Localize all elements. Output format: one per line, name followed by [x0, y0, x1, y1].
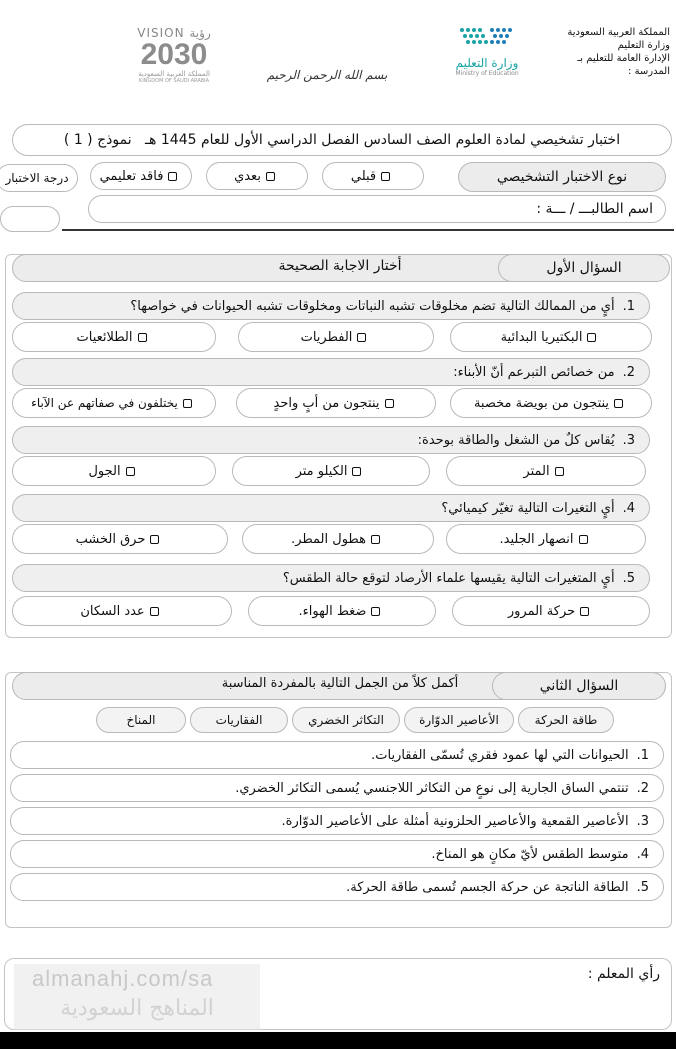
option-label: الفطريات: [300, 329, 353, 345]
option-label: البكتيريا البدائية: [500, 329, 583, 345]
exam-type-pre[interactable]: [322, 162, 424, 190]
checkbox-icon[interactable]: [266, 172, 275, 181]
watermark: [14, 964, 260, 1030]
question-number: 3.: [622, 432, 635, 448]
question-text: أيٍ من الممالك التالية تضم مخلوقات تشبه النباتات ومخلوقات تشبه الحيوانات في خواصها؟: [130, 298, 615, 314]
option-label: حركة المرور: [507, 603, 576, 619]
sentence-text: الأعاصير القمعية والأعاصير الحلزونية أمثلة على الأعاصير الدوّارة.: [281, 813, 629, 829]
checkbox-icon[interactable]: [357, 333, 366, 342]
word-bank-item[interactable]: [96, 707, 186, 733]
watermark-arabic: المناهج السعودية: [60, 996, 214, 1021]
checkbox-icon[interactable]: [168, 172, 177, 181]
question-number: 4.: [622, 500, 635, 516]
checkbox-icon[interactable]: [371, 535, 380, 544]
vision-text: VISION رؤية: [137, 26, 211, 40]
ministry-logo: [432, 24, 542, 88]
vision-country-en: KINGDOM OF SAUDI ARABIA: [138, 78, 210, 84]
checkbox-icon[interactable]: [385, 399, 394, 408]
option-label: حرق الخشب: [75, 531, 146, 547]
exam-title-box: [12, 124, 672, 156]
checkbox-icon[interactable]: [614, 399, 623, 408]
question-number: 5.: [622, 570, 635, 586]
vision-logo: [124, 26, 224, 92]
basmala: بسم الله الرحمن الرحيم: [266, 68, 388, 82]
q1-question-3: [12, 426, 650, 454]
exam-grade-field[interactable]: [0, 206, 60, 232]
checkbox-icon[interactable]: [150, 607, 159, 616]
ministry-name-en: Ministry of Education: [455, 70, 519, 77]
exam-type-loss-label: فاقد تعليمي: [99, 168, 164, 184]
exam-type-post-label: بعدي: [234, 168, 261, 184]
exam-grade-label-box: [0, 164, 78, 192]
header-country: المملكة العربية السعودية: [567, 27, 670, 38]
word-bank-item[interactable]: [404, 707, 514, 733]
q1-1-option-c[interactable]: [12, 322, 216, 352]
q1-3-option-b[interactable]: [232, 456, 430, 486]
bottom-bar: [0, 1032, 676, 1049]
checkbox-icon[interactable]: [587, 333, 596, 342]
word-label: التكاثر الخضري: [308, 713, 384, 727]
header-directorate: الإدارة العامة للتعليم بـ: [577, 53, 670, 64]
ministry-logo-icon: [452, 24, 522, 52]
teacher-label: رأي المعلم :: [587, 966, 660, 982]
checkbox-icon[interactable]: [126, 467, 135, 476]
q1-question-1: [12, 292, 650, 320]
vision-year: 2030: [140, 38, 208, 71]
q1-4-option-c[interactable]: [12, 524, 228, 554]
sentence-number: 2.: [636, 780, 649, 796]
q1-5-option-b[interactable]: [248, 596, 436, 626]
option-label: عدد السكان: [80, 603, 145, 619]
q1-1-option-a[interactable]: [450, 322, 652, 352]
student-name-field[interactable]: [88, 195, 666, 223]
option-label: الطلائعيات: [76, 329, 133, 345]
q2-instruction: أكمل كلاً من الجمل التالية بالمفردة المناسبة: [221, 676, 459, 691]
option-label: الكيلو متر: [295, 463, 348, 479]
word-bank-item[interactable]: [190, 707, 288, 733]
exam-type-pre-label: قبلي: [350, 168, 377, 184]
ministry-name-ar: وزارة التعليم: [455, 56, 519, 70]
exam-type-loss[interactable]: [90, 162, 192, 190]
word-label: المناخ: [126, 713, 156, 727]
word-bank-item[interactable]: [292, 707, 400, 733]
q1-label-box: [498, 254, 670, 282]
checkbox-icon[interactable]: [371, 607, 380, 616]
exam-title: اختبار تشخيصي لمادة العلوم الصف السادس الفصل الدراسي الأول للعام 1445 هـ نموذج ( 1 ): [63, 132, 621, 148]
q1-1-option-b[interactable]: [238, 322, 434, 352]
q1-4-option-a[interactable]: [446, 524, 646, 554]
option-label: الجول: [88, 463, 121, 479]
q1-instruction: أختار الاجابة الصحيحة: [278, 258, 402, 274]
word-label: الأعاصير الدوّارة: [419, 713, 499, 727]
q1-label: السؤال الأول: [546, 260, 622, 276]
sentence-number: 1.: [636, 747, 649, 763]
q2-sentence-5: [10, 873, 664, 901]
watermark-latin: almanahj.com/sa: [32, 966, 214, 991]
word-label: طاقة الحركة: [534, 713, 598, 727]
question-number: 2.: [622, 364, 635, 380]
sentence-number: 5.: [636, 879, 649, 895]
q1-4-option-b[interactable]: [242, 524, 434, 554]
checkbox-icon[interactable]: [150, 535, 159, 544]
option-label: ينتجون من أبٍ واحدٍ: [273, 395, 380, 411]
question-text: يُقاس كلٌ من الشغل والطاقة بوحدة:: [417, 432, 615, 448]
checkbox-icon[interactable]: [352, 467, 361, 476]
q1-5-option-a[interactable]: [452, 596, 650, 626]
q1-3-option-a[interactable]: [446, 456, 646, 486]
q1-2-option-b[interactable]: [236, 388, 436, 418]
option-label: هطول المطر.: [291, 531, 366, 547]
option-label: ضغط الهواء.: [298, 603, 367, 619]
option-label: يختلفون في صفاتهم عن الآباء: [31, 396, 178, 410]
q1-question-4: [12, 494, 650, 522]
sentence-text: الحيوانات التي لها عمود فقري تُسمّى الفقاريات.: [371, 747, 629, 763]
q2-label: السؤال الثاني: [539, 678, 619, 694]
checkbox-icon[interactable]: [579, 535, 588, 544]
exam-type-post[interactable]: [206, 162, 308, 190]
exam-grade-label: درجة الاختبار: [5, 171, 69, 185]
checkbox-icon[interactable]: [381, 172, 390, 181]
q1-2-option-a[interactable]: [450, 388, 652, 418]
student-name-label: اسم الطالبـــ / ـــة :: [536, 201, 653, 217]
q2-sentence-3: [10, 807, 664, 835]
sentence-number: 4.: [636, 846, 649, 862]
q1-2-option-c[interactable]: [12, 388, 216, 418]
sentence-text: تنتمي الساق الجارية إلى نوعٍ من التكاثر اللاجنسي يُسمى التكاثر الخضري.: [235, 780, 629, 796]
header-school: المدرسة :: [628, 66, 670, 77]
divider: [62, 229, 674, 231]
question-number: 1.: [622, 298, 635, 314]
checkbox-icon[interactable]: [183, 399, 192, 408]
option-label: انصهار الجليد.: [499, 531, 574, 547]
q2-sentence-4: [10, 840, 664, 868]
exam-type-label: نوع الاختبار التشخيصي: [496, 169, 628, 185]
q2-label-box: [492, 672, 666, 700]
question-text: من خصائص التبرعم أنّ الأبناء:: [453, 364, 615, 380]
sentence-number: 3.: [636, 813, 649, 829]
option-label: المتر: [523, 463, 550, 479]
header-ministry: وزارة التعليم: [617, 40, 670, 51]
header-text: [560, 26, 670, 78]
q2-sentence-2: [10, 774, 664, 802]
q2-sentence-1: [10, 741, 664, 769]
checkbox-icon[interactable]: [138, 333, 147, 342]
q1-question-2: [12, 358, 650, 386]
word-label: الفقاريات: [215, 713, 263, 727]
option-label: ينتجون من بويضة مخصبة: [473, 395, 610, 411]
q1-question-5: [12, 564, 650, 592]
sentence-text: متوسط الطقس لأيّ مكانٍ هو المناخ.: [431, 846, 629, 862]
word-bank-item[interactable]: [518, 707, 614, 733]
sentence-text: الطاقة الناتجة عن حركة الجسم تُسمى طاقة الحركة.: [346, 879, 629, 895]
exam-type-label-box: [458, 162, 666, 192]
q1-5-option-c[interactable]: [12, 596, 232, 626]
question-text: أيٍ التغيرات التالية تغيّر كيميائي؟: [441, 500, 615, 516]
question-text: أيٍ المتغيرات التالية يقيسها علماء الأرصاد لتوقع حالة الطقس؟: [282, 570, 615, 586]
checkbox-icon[interactable]: [555, 467, 564, 476]
vision-country-ar: المملكة العربية السعودية: [138, 70, 210, 78]
q1-3-option-c[interactable]: [12, 456, 216, 486]
checkbox-icon[interactable]: [580, 607, 589, 616]
